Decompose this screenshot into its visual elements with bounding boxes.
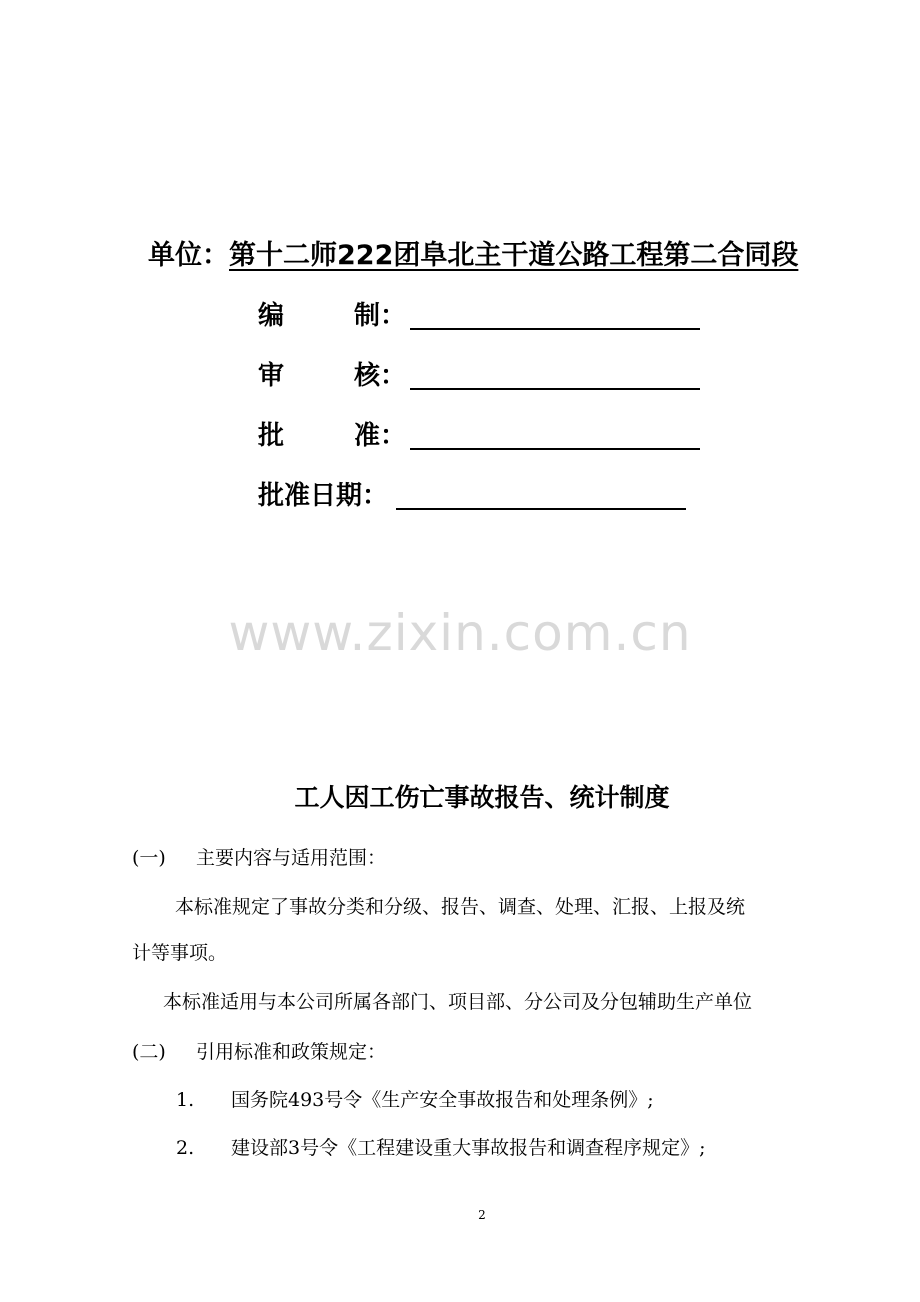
- approval-date-row: [258, 476, 686, 516]
- section-1-title: 主要内容与适用范围：: [196, 847, 387, 869]
- watermark: www.zixin.com.cn: [228, 604, 692, 662]
- section-1-heading: [132, 843, 386, 873]
- list-item-number: 1.: [176, 1089, 195, 1111]
- section-2-number: (二): [132, 1041, 166, 1063]
- reviewed-by-row: [258, 356, 700, 396]
- compiled-by-line: [410, 296, 700, 330]
- paragraph-1-line-1: 本标准规定了事故分类和分级、报告、调查、处理、汇报、上报及统: [175, 896, 746, 918]
- section-1-number: (一): [132, 847, 166, 869]
- list-item-text: 国务院493号令《生产安全事故报告和处理条例》;: [231, 1089, 654, 1111]
- approved-by-line: [410, 416, 700, 450]
- page-number: 2: [478, 1208, 486, 1222]
- compiled-by-label: 编 制：: [258, 301, 407, 331]
- list-item: [176, 1085, 654, 1115]
- list-item-text: 建设部3号令《工程建设重大事故报告和调查程序规定》;: [231, 1137, 706, 1159]
- compiled-by-row: [258, 296, 700, 336]
- reviewed-by-label: 审 核：: [258, 361, 407, 391]
- approval-date-line: [396, 476, 686, 510]
- unit-value: 第十二师222团阜北主干道公路工程第二合同段: [229, 240, 799, 271]
- approved-by-row: [258, 416, 700, 456]
- reviewed-by-line: [410, 356, 700, 390]
- approved-by-label: 批 准：: [258, 421, 407, 451]
- approval-date-label: 批准日期：: [258, 481, 389, 511]
- unit-line: [148, 236, 828, 276]
- unit-label: 单位：: [148, 240, 229, 271]
- paragraph-2: 本标准适用与本公司所属各部门、项目部、分公司及分包辅助生产单位: [163, 991, 753, 1013]
- list-item: [176, 1133, 706, 1163]
- list-item-number: 2.: [176, 1137, 195, 1159]
- section-2-title: 引用标准和政策规定：: [196, 1041, 387, 1063]
- document-title: 工人因工伤亡事故报告、统计制度: [294, 783, 670, 812]
- paragraph-1-line-2: 计等事项。: [132, 942, 228, 964]
- section-2-heading: [132, 1037, 386, 1067]
